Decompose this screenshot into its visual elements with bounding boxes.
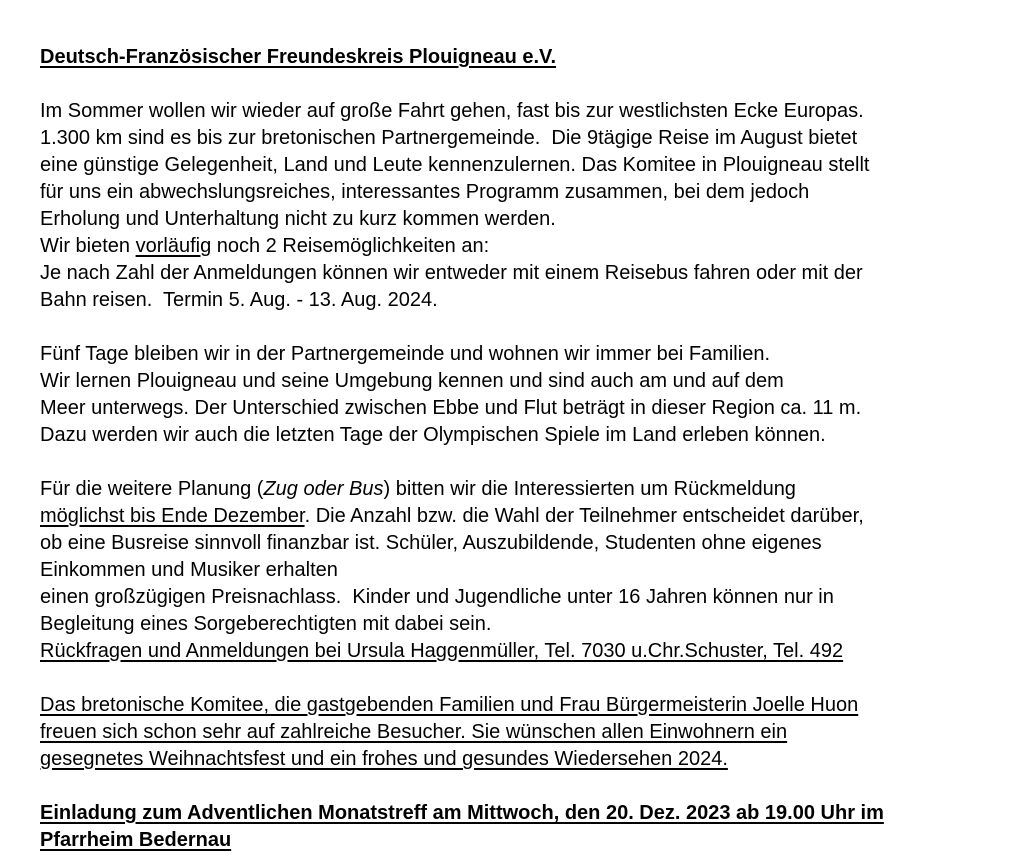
text-segment: Für die weitere Planung ( [40,478,264,500]
text-segment: Zug oder Bus [263,478,384,500]
text-line [40,233,1009,260]
text-segment: Fünf Tage bleiben wir in der Partnergemeinde und wohnen wir immer bei Familien. [40,343,770,365]
text-line [40,125,1009,152]
text-line [40,368,1009,395]
document-page [40,44,1009,854]
text-line [40,692,1009,719]
text-line [40,638,1009,665]
text-segment: eine günstige Gelegenheit, Land und Leute kennenzulernen. Das Komitee in Plouigneau stellt [40,154,870,176]
text-line [40,341,1009,368]
text-segment: noch 2 Reisemöglichkeiten an: [211,235,490,257]
text-segment: Wir lernen Plouigneau und seine Umgebung kennen und sind auch am und auf dem [40,370,784,392]
text-segment: Erholung und Unterhaltung nicht zu kurz kommen werden. [40,208,556,230]
text-line [40,503,1009,530]
text-line [40,179,1009,206]
text-line [40,395,1009,422]
text-line [40,152,1009,179]
text-line [40,206,1009,233]
text-line [40,746,1009,773]
text-line [40,719,1009,746]
text-line [40,557,1009,584]
text-line [40,827,1009,854]
paragraph-greetings [40,692,1009,773]
text-segment: für uns ein abwechslungsreiches, interessantes Programm zusammen, bei dem jedoch [40,181,810,203]
text-line [40,584,1009,611]
paragraph-planning [40,476,1009,665]
text-line [40,260,1009,287]
text-segment: Im Sommer wollen wir wieder auf große Fahrt gehen, fast bis zur westlichsten Ecke Europas. [40,100,864,122]
paragraph-intro [40,98,1009,314]
text-segment: Das bretonische Komitee, die gastgebenden Familien und Frau Bürgermeisterin Joelle Huon [40,694,859,716]
text-segment: Je nach Zahl der Anmeldungen können wir entweder mit einem Reisebus fahren oder mit der [40,262,863,284]
text-segment: Begleitung eines Sorgeberechtigten mit dabei sein. [40,613,492,635]
text-line [40,422,1009,449]
text-segment: einen großzügigen Preisnachlass. Kinder und Jugendliche unter 16 Jahren können nur in [40,586,834,608]
text-segment: gesegnetes Weihnachtsfest und ein frohes und gesundes Wiedersehen 2024. [40,748,728,770]
text-segment: Pfarrheim Bedernau [40,829,232,851]
text-segment: Meer unterwegs. Der Unterschied zwischen Ebbe und Flut beträgt in dieser Region ca. 11 m. [40,397,862,419]
text-segment: Deutsch-Französischer Freundeskreis Plouigneau e.V. [40,46,557,68]
text-segment: freuen sich schon sehr auf zahlreiche Besucher. Sie wünschen allen Einwohnern ein [40,721,788,743]
text-segment: Bahn reisen. Termin 5. Aug. - 13. Aug. 2024. [40,289,438,311]
text-segment: Wir bieten [40,235,136,257]
text-line [40,98,1009,125]
text-segment: Einkommen und Musiker erhalten [40,559,338,581]
text-line [40,476,1009,503]
text-line [40,287,1009,314]
text-line [40,530,1009,557]
document-title [40,44,1009,71]
text-segment: Dazu werden wir auch die letzten Tage der Olympischen Spiele im Land erleben können. [40,424,826,446]
text-line [40,800,1009,827]
text-line [40,611,1009,638]
text-segment: Rückfragen und Anmeldungen bei Ursula Haggenmüller, Tel. 7030 u.Chr.Schuster, Tel. 492 [40,640,844,662]
text-segment: möglichst bis Ende Dezember [40,505,305,527]
text-segment: vorläufig [135,235,212,257]
text-line [40,44,1009,71]
text-segment: 1.300 km sind es bis zur bretonischen Partnergemeinde. Die 9tägige Reise im August bietet [40,127,858,149]
paragraph-stay [40,341,1009,449]
text-segment: . Die Anzahl bzw. die Wahl der Teilnehmer entscheidet darüber, [304,505,864,527]
text-segment: ob eine Busreise sinnvoll finanzbar ist. Schüler, Auszubildende, Studenten ohne eigenes [40,532,822,554]
text-segment: ) bitten wir die Interessierten um Rückmeldung [383,478,796,500]
text-segment: Einladung zum Adventlichen Monatstreff am Mittwoch, den 20. Dez. 2023 ab 19.00 Uhr im [40,802,884,824]
heading-invitation [40,800,1009,854]
